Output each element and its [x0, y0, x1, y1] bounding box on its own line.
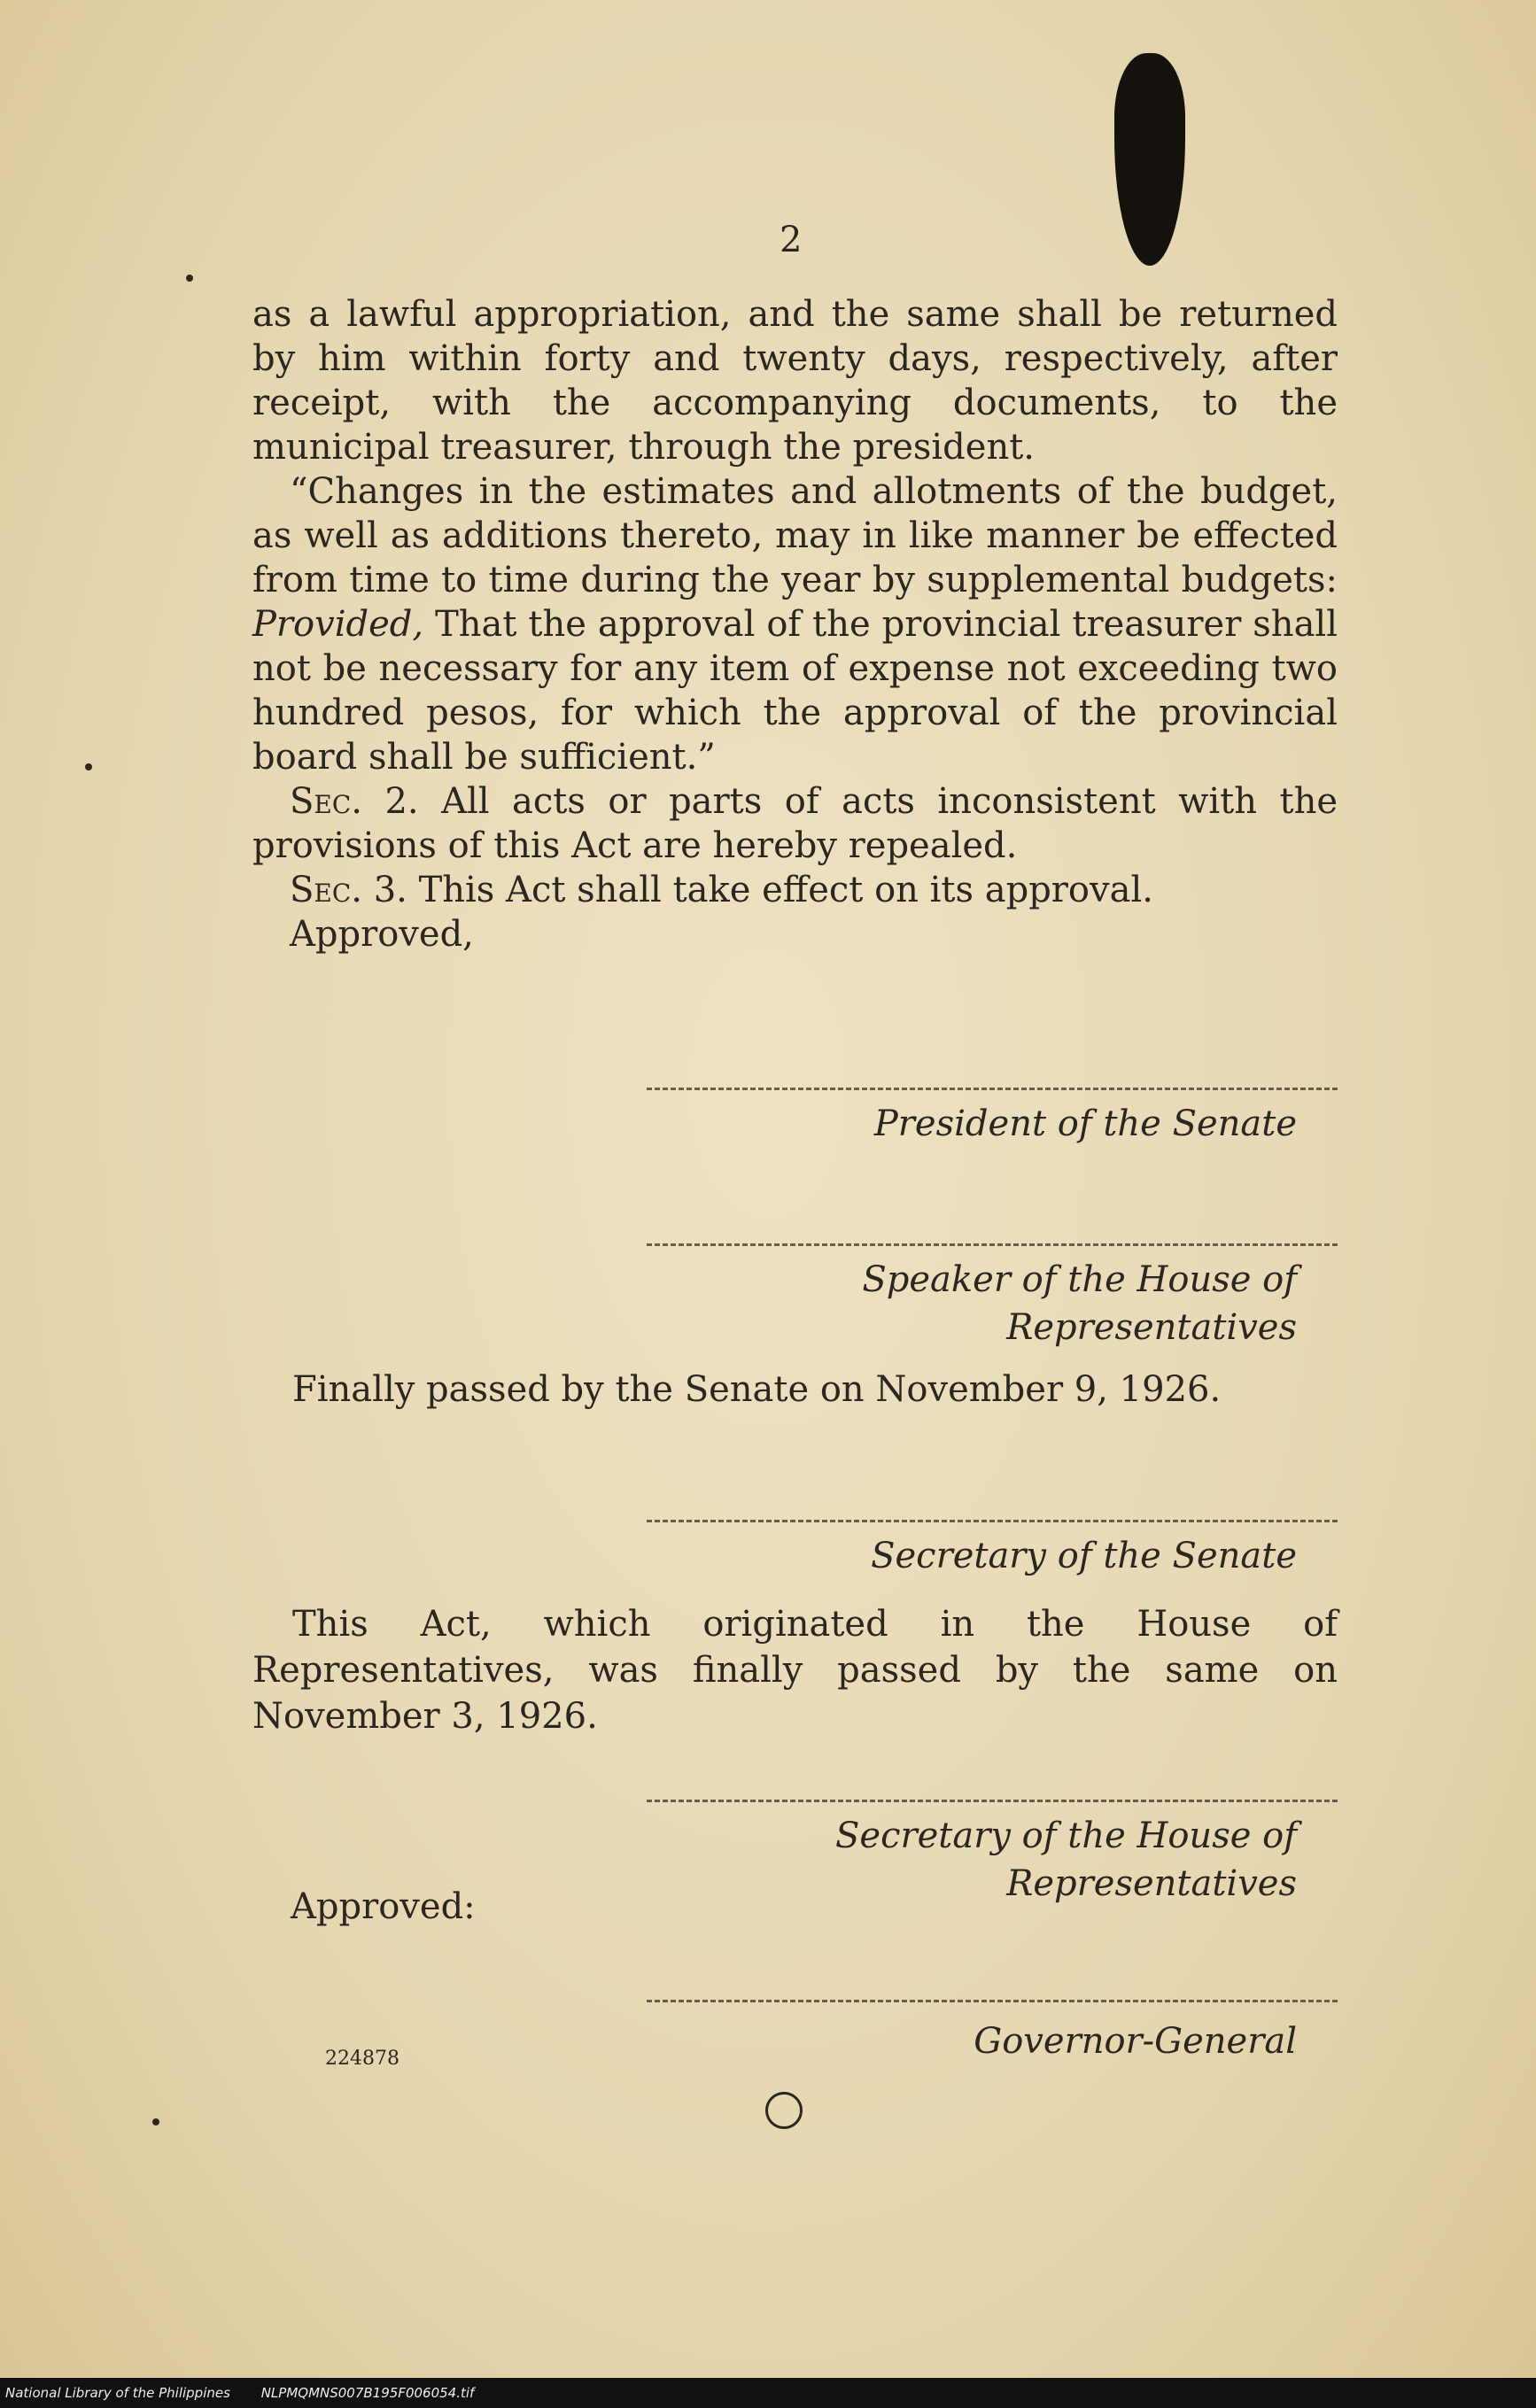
signature-line: [647, 1243, 1338, 1246]
governor-general-label: Governor-General: [974, 2021, 1297, 2062]
stamp-number: 224878: [325, 2048, 400, 2070]
signature-line: [647, 1800, 1338, 1802]
page-number: 2: [780, 220, 803, 260]
approved-label: Approved,: [290, 914, 474, 955]
speck: [85, 763, 92, 770]
speck: [152, 2118, 159, 2125]
signature-line: [647, 1088, 1338, 1090]
house-passed-text: This Act, which originated in the House of Representatives, was finally passed by the same on November 3, 1926.: [252, 1604, 1338, 1737]
secretary-house-label: Secretary of the House of Representatives: [835, 1816, 1297, 1904]
speaker-label: Speaker of the House of Representatives: [862, 1259, 1297, 1348]
signature-line: [647, 1520, 1338, 1522]
paragraph-1: as a lawful appropriation, and the same shall be returned by him within forty and twenty days, respectively, after receipt, with the accompanying documents, to the municipal treasurer, through the president.: [252, 294, 1338, 468]
circle-mark: [765, 2092, 803, 2129]
signature-line: [647, 2000, 1338, 2002]
senate-passed-text: Finally passed by the Senate on November 9, 1926.: [292, 1369, 1222, 1410]
archive-footer: [0, 2378, 1536, 2408]
speck: [186, 275, 193, 282]
president-senate-label: President of the Senate: [873, 1103, 1297, 1144]
paragraph-2: “Changes in the estimates and allotments of the budget, as well as additions thereto, may in like manner be effected from time to time during the year by supplemental budgets: Provided, That the approval of the provincial treasurer shall not be necessary for any item of expense not exceeding two hundred pesos, for which the approval of the provincial board shall be sufficient.”: [252, 471, 1338, 778]
body-text: [252, 292, 1338, 956]
library-name: National Library of the Philippines: [5, 2385, 230, 2401]
secretary-senate-label: Secretary of the Senate: [871, 1536, 1297, 1576]
approved-label-2: Approved:: [291, 1886, 476, 1927]
ink-blot: [1114, 53, 1185, 266]
section-2: Sec. 2. All acts or parts of acts inconsistent with the provisions of this Act are hereby repealed.: [252, 781, 1338, 866]
file-name: NLPMQMNS007B195F006054.tif: [260, 2385, 475, 2401]
section-3: Sec. 3. This Act shall take effect on its approval.: [290, 870, 1153, 910]
